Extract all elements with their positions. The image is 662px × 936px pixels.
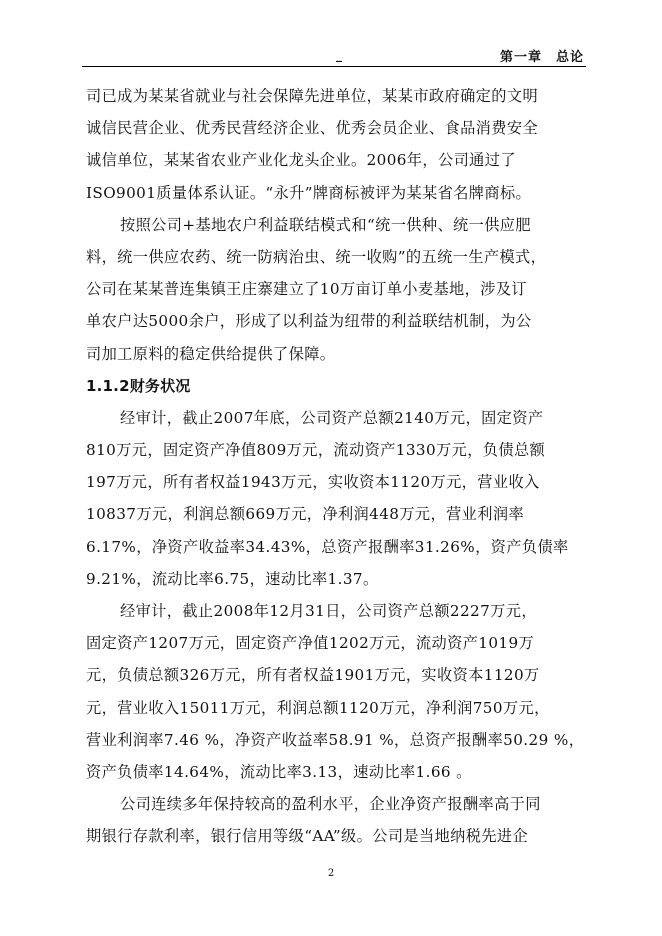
paragraph-company-honors (86, 80, 606, 209)
header-mark: _ (336, 48, 342, 62)
text-line: 诚信单位，某某省农业产业化龙头企业。2006年，公司通过了 (86, 151, 516, 170)
text-line: 9.21%，流动比率6.75，速动比率1.37。 (86, 569, 379, 588)
text-line: ISO9001质量体系认证。“永升”牌商标被评为某某省名牌商标。 (86, 183, 532, 202)
section-heading: 1.1.2财务状况 (86, 376, 191, 395)
text-line: 资产负债率14.64%，流动比率3.13，速动比率1.66 。 (86, 762, 472, 781)
paragraph-finance-2008 (86, 595, 606, 788)
text-line: 经审计，截止2008年12月31日，公司资产总额2227万元， (120, 602, 537, 620)
text-line: 料，统一供应农药、统一防病治虫、统一收购”的五统一生产模式， (86, 247, 547, 266)
document-body (86, 80, 606, 853)
text-line: 营业利润率7.46 %，净资产收益率58.91 %，总资产报酬率50.29 %， (86, 730, 585, 749)
text-line: 10837万元，利润总额669万元，净利润448万元，营业利润率 (86, 505, 525, 524)
text-line: 元，负债总额326万元，所有者权益1901万元，实收资本1120万 (86, 666, 540, 685)
chapter-title (500, 46, 584, 65)
page-number: 2 (327, 868, 335, 879)
text-line: 公司连续多年保持较高的盈利水平，企业净资产报酬率高于同 (120, 795, 541, 814)
page-header (82, 46, 586, 67)
chapter-number: 第一章 (499, 50, 542, 65)
text-line: 元，营业收入15011万元，利润总额1120万元，净利润750万元， (86, 698, 550, 717)
text-line: 197万元，所有者权益1943万元，实收资本1120万元，营业收入 (86, 473, 540, 492)
text-line: 按照公司+基地农户利益联结模式和“统一供种、统一供应肥 (120, 215, 531, 234)
paragraph-profitability (86, 788, 606, 852)
text-line: 810万元，固定资产净值809万元，流动资产1330万元，负债总额 (86, 441, 546, 460)
text-line: 公司在某某普连集镇王庄寨建立了10万亩订单小麦基地，涉及订 (86, 280, 527, 299)
text-line: 固定资产1207万元，固定资产净值1202万元，流动资产1019万 (86, 634, 535, 653)
text-line: 期银行存款利率，银行信用等级“AA”级。公司是当地纳税先进企 (86, 827, 529, 846)
text-line: 经审计，截止2007年底，公司资产总额2140万元，固定资产 (120, 408, 544, 427)
chapter-name: 总论 (555, 50, 584, 65)
text-line: 司加工原料的稳定供给提供了保障。 (86, 344, 336, 363)
text-line: 司已成为某某省就业与社会保障先进单位，某某市政府确定的文明 (86, 87, 539, 105)
paragraph-finance-2007 (86, 402, 606, 595)
text-line: 诚信民营企业、优秀民营经济企业、优秀会员企业、食品消费安全 (86, 119, 539, 138)
text-line: 单农户达5000余户，形成了以利益为纽带的利益联结机制，为公 (86, 312, 532, 331)
paragraph-base-model (86, 209, 606, 370)
text-line: 6.17%，净资产收益率34.43%，总资产报酬率31.26%，资产负债率 (86, 537, 569, 556)
